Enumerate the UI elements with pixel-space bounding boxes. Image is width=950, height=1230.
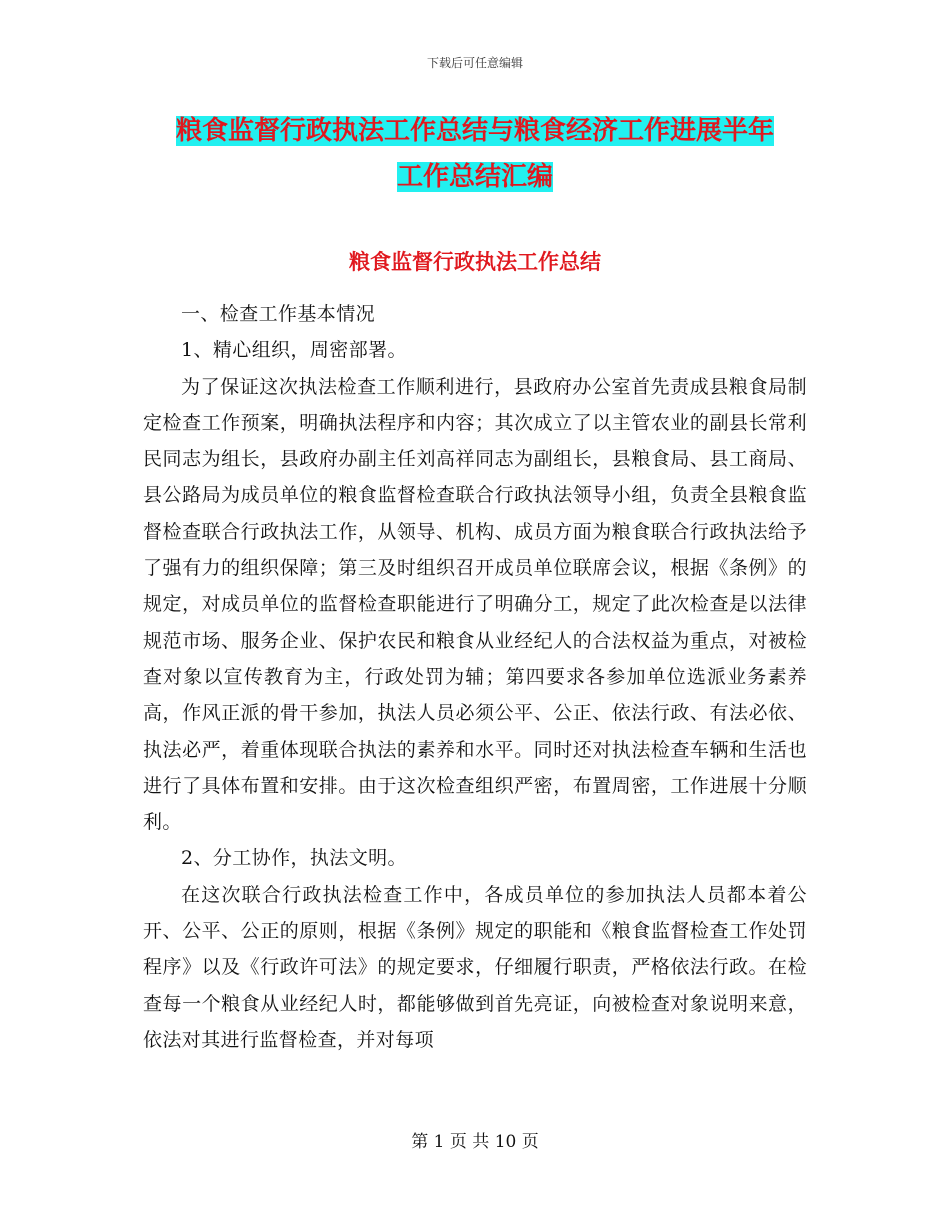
document-main-title (140, 108, 810, 200)
page-number: 第 1 页 共 10 页 (411, 1132, 539, 1152)
paragraph-cooperation: 在这次联合行政执法检查工作中，各成员单位的参加执法人员都本着公开、公平、公正的原则，根据《条例》规定的职能和《粮食监督检查工作处罚程序》以及《行政许可法》的规定要求，仔细履行职责，严格依法行政。在检查每一个粮食从业经纪人时，都能够做到首先亮证，向被检查对象说明来意，依法对其进行监督检查，并对每项 (143, 883, 807, 1051)
header-note: 下载后可任意编辑 (426, 56, 523, 70)
heading-cooperation: 2、分工协作，执法文明。 (181, 847, 407, 870)
heading-basic-situation: 一、检查工作基本情况 (181, 303, 376, 325)
document-body (143, 296, 807, 1058)
main-title-line-1: 粮食监督行政执法工作总结与粮食经济工作进展半年 (175, 116, 774, 146)
paragraph-organization: 为了保证这次执法检查工作顺利进行，县政府办公室首先责成县粮食局制定检查工作预案，明确执法程序和内容；其次成立了以主管农业的副县长常利民同志为组长，县政府办副主任刘高祥同志为副组长，县粮食局、县工商局、县公路局为成员单位的粮食监督检查联合行政执法领导小组，负责全县粮食监督检查联合行政执法工作，从领导、机构、成员方面为粮食联合行政执法给予了强有力的组织保障；第三及时组织召开成员单位联席会议，根据《条例》的规定，对成员单位的监督检查职能进行了明确分工，规定了此次检查是以法律规范市场、服务企业、保护农民和粮食从业经纪人的合法权益为重点，对被检查对象以宣传教育为主，行政处罚为辅；第四要求各参加单位选派业务素养高，作风正派的骨干参加，执法人员必须公平、公正、依法行政、有法必依、执法必严，着重体现联合执法的素养和水平。同时还对执法检查车辆和生活也进行了具体布置和安排。由于这次检查组织严密，布置周密，工作进展十分顺利。 (143, 375, 807, 834)
main-title-line-2: 工作总结汇编 (396, 162, 553, 192)
section-title: 粮食监督行政执法工作总结 (349, 250, 601, 274)
heading-organization: 1、精心组织，周密部署。 (181, 339, 407, 362)
